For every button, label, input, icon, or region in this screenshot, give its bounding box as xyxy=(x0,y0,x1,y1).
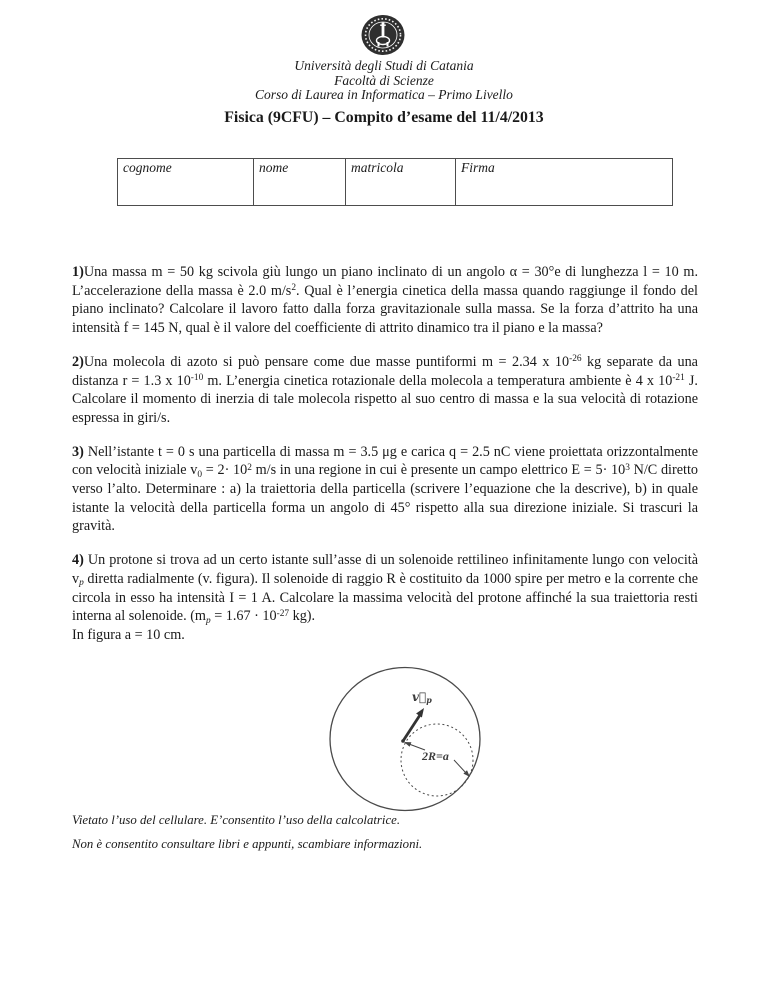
table-cell-nome: nome xyxy=(254,159,346,206)
footer-notes xyxy=(72,812,422,860)
diameter-arrow-right xyxy=(454,760,470,777)
student-info-table xyxy=(117,158,673,206)
header-faculty: Facoltà di Scienze xyxy=(334,72,434,88)
table-cell-firma: Firma xyxy=(456,159,673,206)
table-row xyxy=(118,159,673,206)
footer-note-1: Vietato l’uso del cellulare. E’consentito l’uso della calcolatrice. xyxy=(72,813,401,827)
solenoid-figure xyxy=(328,664,488,816)
problems xyxy=(72,263,698,660)
university-seal-icon xyxy=(360,14,406,61)
velocity-label: $v⃗_p$ xyxy=(412,690,432,706)
header-course: Corso di Laurea in Informatica – Primo Livello xyxy=(255,87,513,103)
document-header xyxy=(0,59,768,103)
footer-note-2: Non è consentito consultare libri e appunti, scambiare informazioni. xyxy=(72,837,423,851)
header-university: Università degli Studi di Catania xyxy=(294,58,474,73)
velocity-arrow xyxy=(403,708,424,741)
problem-3: 3) Nell’istante t = 0 s una particella di massa m = 3.5 μg e carica q = 2.5 nC viene proiettata orizzontalmente con velocità iniziale $v_0 = 2\cdot 10^2$ m/s in una regione in cui è presente un campo elettrico $E = 5\cdot 10^3$ N/C diretto verso l’alto. Determinare : a) la traiettoria della particella (scrivere l’equazione che la descrive), b) in quale istante la velocità della particella forma un angolo di 45° rispetto alla sua direzione iniziale. Si trascuri la gravità. xyxy=(72,443,698,535)
table-cell-matricola: matricola xyxy=(346,159,456,206)
problem-2: 2)Una molecola di azoto si può pensare come due masse puntiformi m = 2.34 x $10^{-26}$ kg separate da una distanza r = 1.3 x $10^{-10}$ m. L’energia cinetica rotazionale della molecola a temperatura ambiente è 4 x $10^{-21}$ J. Calcolare il momento di inerzia di tale molecola rispetto al suo centro di massa e la sua velocità di rotazione espressa in giri/s. xyxy=(72,353,698,426)
table-cell-cognome: cognome xyxy=(118,159,254,206)
problem-1: 1)Una massa m = 50 kg scivola giù lungo un piano inclinato di un angolo α = 30°e di lunghezza l = 10 m. L’accelerazione della massa è 2.0 $m/s^2$. Qual è l’energia cinetica della massa quando raggiunge il fondo del piano inclinato? Calcolare il lavoro fatto dalla forza gravitazionale sulla massa. Se la forza d’attrito ha una intensità f = 145 N, qual è il valore del coefficiente di attrito dinamico tra il piano e la massa? xyxy=(72,264,698,337)
problem-4: 4) Un protone si trova ad un certo istante sull’asse di un solenoide rettilineo infinitamente lungo con velocità $v_p$ diretta radialmente (v. figura). Il solenoide di raggio R è costituito da 1000 spire per metro e la corrente che circola in esso ha intensità I = 1 A. Calcolare la massima velocità del protone affinché la sua traiettoria resti interna al solenoide. ($m_p = 1.67 \cdot 10^{-27}$ kg). In figura a = 10 cm. xyxy=(72,552,698,643)
diameter-label: 2R=a xyxy=(422,749,449,763)
exam-title: Fisica (9CFU) – Compito d’esame del 11/4/2013 xyxy=(224,109,544,126)
